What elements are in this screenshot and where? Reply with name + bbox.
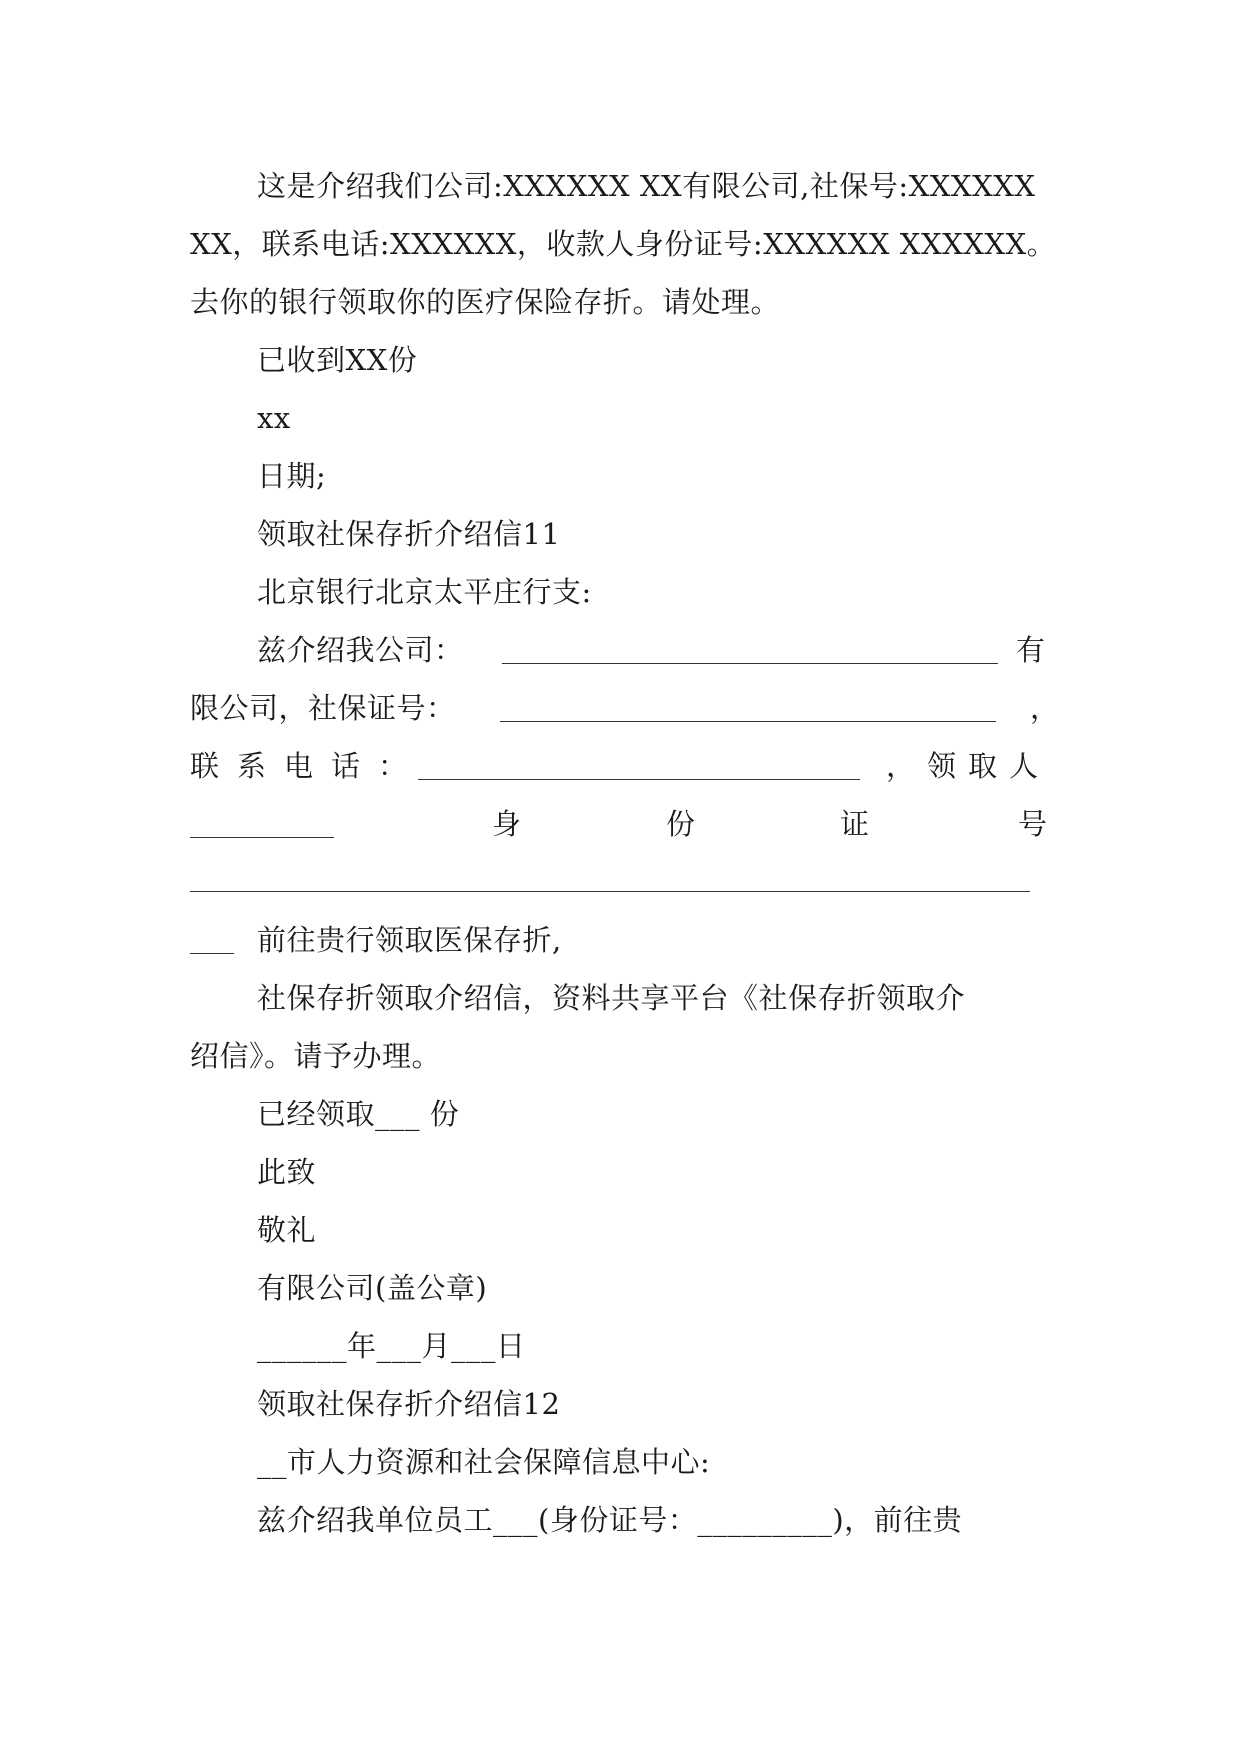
salutation: __市人力资源和社会保障信息中心: [257, 1445, 711, 1479]
paragraph-line: 有 [1016, 633, 1046, 667]
paragraph-line: ，领取人 [886, 749, 1051, 783]
fill-in-blank [502, 663, 998, 664]
paragraph-line: 兹介绍我单位员工___(身份证号：_________)，前往贵 [257, 1503, 963, 1537]
closing-line: 此致 [257, 1155, 317, 1189]
paragraph-line: 限公司，社保证号： [190, 691, 456, 725]
justified-char: 证 [840, 807, 870, 841]
paragraph-line: 这是介绍我们公司:XXXXXX XX有限公司,社保号:XXXXXX [257, 169, 1036, 203]
paragraph-line: 已经领取___ 份 [257, 1097, 460, 1131]
section-title: 领取社保存折介绍信11 [257, 517, 561, 551]
paragraph-line: 前往贵行领取医保存折, [257, 923, 562, 957]
paragraph-line: 兹介绍我公司： [257, 633, 464, 667]
paragraph-line: ， [1030, 691, 1060, 725]
fill-in-blank [500, 721, 996, 722]
paragraph-line: 日期; [257, 459, 327, 493]
paragraph-line: XX，联系电话:XXXXXX，收款人身份证号:XXXXXX XXXXXX。 [190, 227, 1057, 261]
justified-char: 身 [492, 807, 522, 841]
paragraph-line: 已收到XX份 [257, 343, 418, 377]
fill-in-blank [190, 891, 1030, 892]
date-line: ______年___月___日 [257, 1329, 526, 1363]
justified-char: 份 [666, 807, 696, 841]
paragraph-line: 去你的银行领取你的医疗保险存折。请处理。 [190, 285, 781, 319]
paragraph-line: 绍信》。请予办理。 [190, 1039, 442, 1073]
paragraph-line: xx [257, 401, 291, 435]
closing-line: 敬礼 [257, 1213, 317, 1247]
justified-char: 号 [1018, 807, 1048, 841]
salutation: 北京银行北京太平庄行支: [257, 575, 592, 609]
fill-in-blank [190, 953, 234, 954]
signature-line: 有限公司(盖公章) [257, 1271, 488, 1305]
section-title: 领取社保存折介绍信12 [257, 1387, 561, 1421]
fill-in-blank [418, 779, 860, 780]
fill-in-blank [190, 837, 334, 838]
paragraph-line: 社保存折领取介绍信，资料共享平台《社保存折领取介 [257, 981, 966, 1015]
paragraph-line: 联系电话： [190, 749, 426, 783]
